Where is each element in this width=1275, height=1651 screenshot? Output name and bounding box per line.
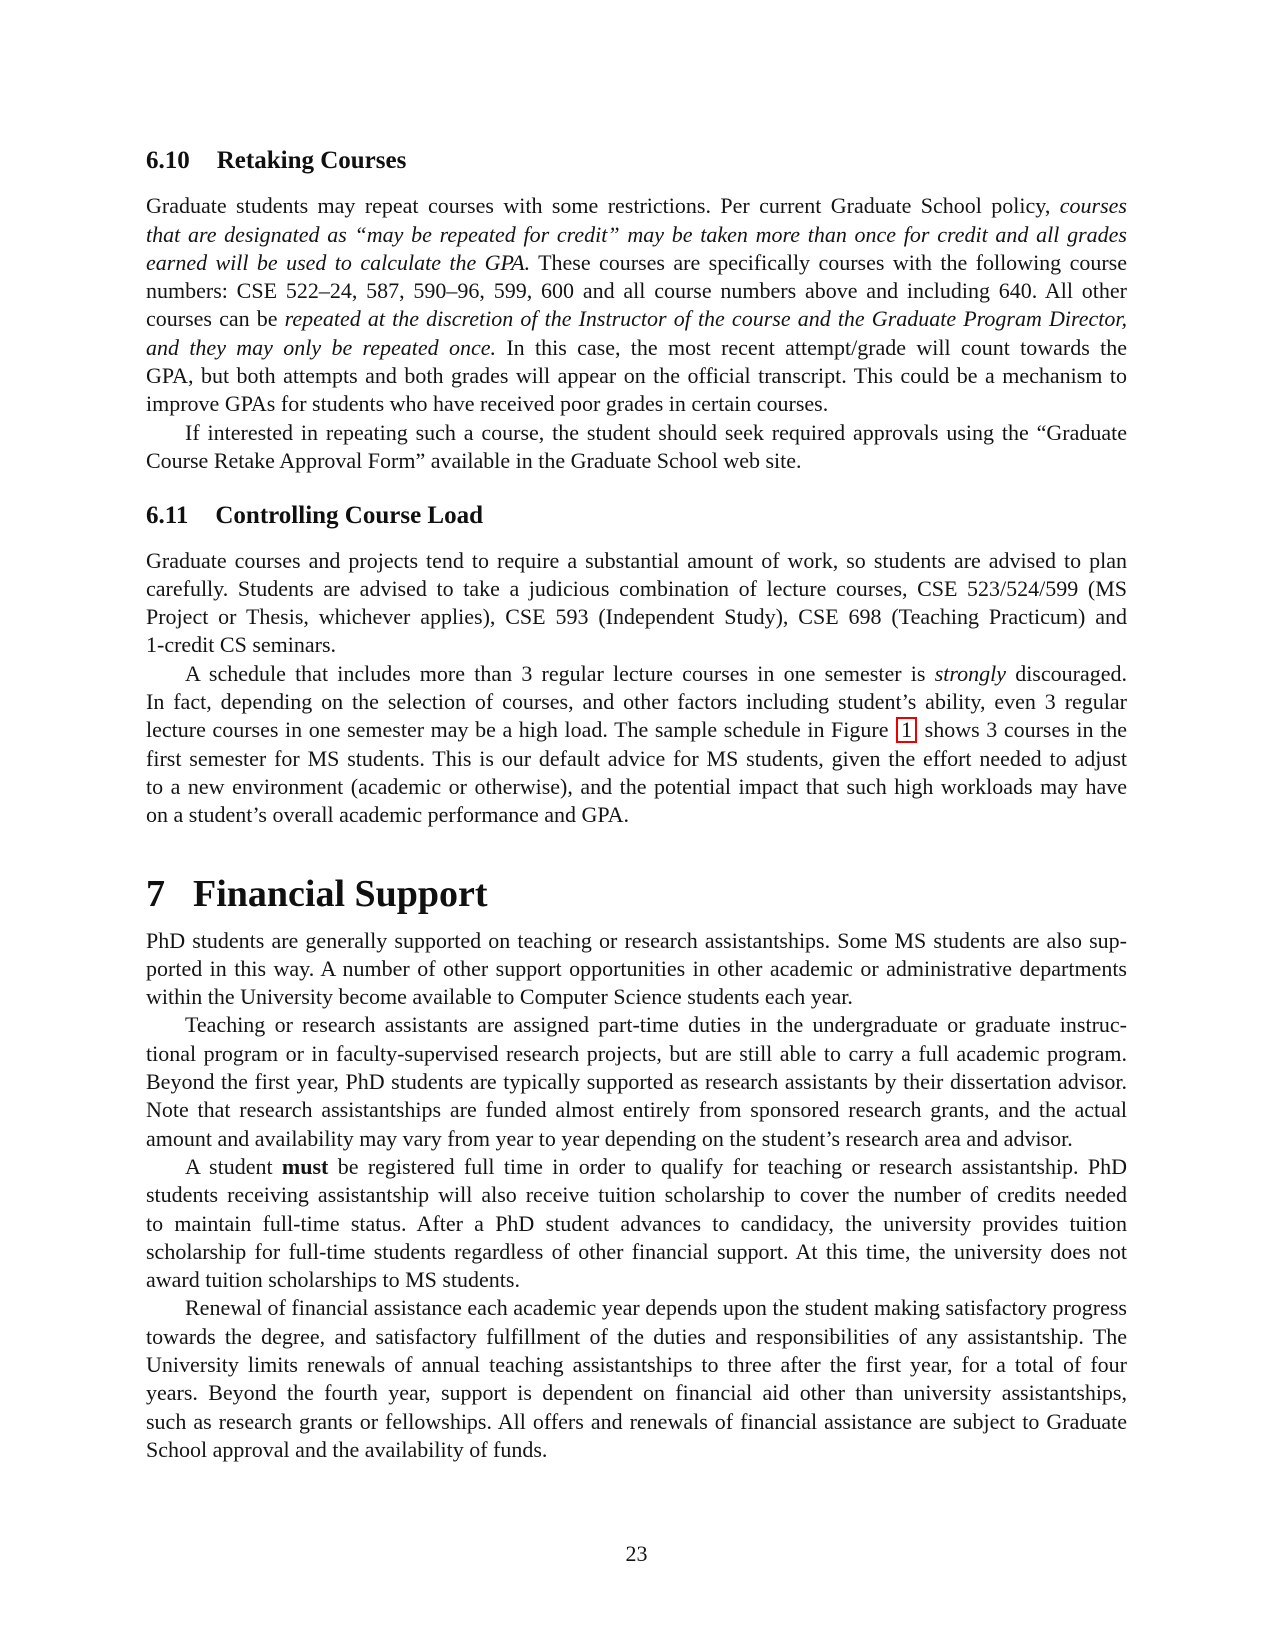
text-segment: A student [185,1153,282,1179]
text-line [146,334,1127,362]
text-segment: shows 3 courses in the [918,717,1127,743]
paragraph [146,419,1127,476]
text-line [146,983,1127,1011]
heading-title: Retaking Courses [216,147,407,174]
text-line [146,1351,1127,1379]
text-segment: In this case, the most recent attempt/grade will count towards the [496,334,1127,360]
text-line [146,955,1127,983]
text-line [146,773,1127,801]
paragraph [146,192,1127,418]
text-line [146,1096,1127,1124]
text-segment: Graduate students may repeat courses with some restrictions. Per current Graduate School policy, [146,193,1060,219]
text-line [146,419,1127,447]
text-segment: tional program or in faculty-supervised research projects, but are still able to carry a full academic program. [146,1040,1127,1066]
text-line [146,603,1127,631]
text-line [146,1266,1127,1294]
text-segment: School approval and the availability of funds. [146,1436,548,1462]
text-segment: earned will be used to calculate the GPA. [146,249,531,275]
text-line [146,390,1127,418]
text-line [146,249,1127,277]
text-segment: within the University become available to Computer Science students each year. [146,984,853,1010]
text-segment: 1-credit CS seminars. [146,632,337,658]
heading-title: Financial Support [193,872,488,915]
heading-number: 7 [146,872,165,915]
subsection-heading-6.10 [146,147,1127,175]
text-segment: improve GPAs for students who have received poor grades in certain courses. [146,391,829,417]
text-segment: award tuition scholarships to MS students. [146,1267,520,1293]
page-number: 23 [625,1541,648,1566]
text-line [146,1379,1127,1407]
text-line [146,221,1127,249]
text-line [146,745,1127,773]
text-line [146,927,1127,955]
text-line [146,1323,1127,1351]
text-line [146,305,1127,333]
section-heading-7 [146,874,1127,914]
text-segment: that are designated as “may be repeated for credit” may be taken more than once for credit and all grades [146,221,1127,247]
text-line [146,447,1127,475]
text-segment: ported in this way. A number of other support opportunities in other academic or administrative departments [146,955,1127,981]
content-column [146,0,1127,1464]
text-line [146,575,1127,603]
text-line [146,1408,1127,1436]
text-line [146,277,1127,305]
text-line [146,1210,1127,1238]
text-line [146,362,1127,390]
text-segment: scholarship for full-time students regardless of other financial support. At this time, the university does not [146,1238,1127,1264]
text-line [146,1181,1127,1209]
paragraph [146,1011,1127,1152]
paragraph [146,927,1127,1012]
text-segment: numbers: CSE 522–24, 587, 590–96, 599, 600 and all course numbers above and including 640. All other [146,278,1127,304]
text-segment: be registered full time in order to qualify for teaching or research assistantship. PhD [328,1153,1127,1179]
text-line [146,192,1127,220]
text-segment: University limits renewals of annual teaching assistantships to three after the first year, for a total of four [146,1351,1127,1377]
text-segment: Renewal of financial assistance each academic year depends upon the student making satisfactory progress [185,1295,1127,1321]
text-segment: amount and availability may vary from year to year depending on the student’s research area and advisor. [146,1125,1073,1151]
text-line [146,1068,1127,1096]
text-segment: PhD students are generally supported on teaching or research assistantships. Some MS students are also sup- [146,927,1127,953]
text-segment: discouraged. [1005,660,1127,686]
text-segment: strongly [934,660,1006,686]
text-segment: Teaching or research assistants are assigned part-time duties in the undergraduate or graduate instruc- [185,1012,1127,1038]
text-segment: to maintain full-time status. After a PhD student advances to candidacy, the university provides tuition [146,1210,1127,1236]
text-segment: If interested in repeating such a course, the student should seek required approvals using the “Graduate [185,419,1127,445]
subsection-heading-6.11 [146,502,1127,530]
heading-title: Controlling Course Load [215,502,484,530]
paragraph [146,660,1127,830]
text-line [146,1294,1127,1322]
heading-number: 6.10 [146,147,190,174]
paragraph [146,547,1127,660]
text-line [146,716,1127,744]
text-segment: to a new environment (academic or otherwise), and the potential impact that such high workloads may have [146,773,1127,799]
text-line [146,1238,1127,1266]
paragraph [146,1153,1127,1294]
text-segment: GPA, but both attempts and both grades will appear on the official transcript. This could be a mechanism to [146,363,1127,389]
text-line [146,801,1127,829]
text-segment: and they may only be repeated once. [146,334,497,360]
figure-1-reference-link[interactable]: 1 [896,717,917,743]
text-line [146,1040,1127,1068]
text-segment: Course Retake Approval Form” available in the Graduate School web site. [146,447,802,473]
text-segment: lecture courses in one semester may be a high load. The sample schedule in Figure [146,717,896,743]
text-segment: first semester for MS students. This is our default advice for MS students, given the effort needed to adjust [146,745,1127,771]
text-segment: years. Beyond the fourth year, support is dependent on financial aid other than university assistantships, [146,1380,1127,1406]
text-segment: Graduate courses and projects tend to require a substantial amount of work, so students are advised to plan [146,547,1127,573]
text-segment: must [281,1153,329,1179]
text-segment: A schedule that includes more than 3 regular lecture courses in one semester is [185,660,935,686]
text-segment: Project or Thesis, whichever applies), CSE 593 (Independent Study), CSE 698 (Teaching Practicum) and [146,604,1127,630]
text-line [146,688,1127,716]
text-segment: towards the degree, and satisfactory fulfillment of the duties and responsibilities of any assistantship. The [146,1323,1127,1349]
text-line [146,1011,1127,1039]
heading-number: 6.11 [146,502,189,530]
text-segment: courses [1059,193,1127,219]
text-segment: students receiving assistantship will also receive tuition scholarship to cover the number of credits needed [146,1182,1127,1208]
text-segment: courses can be [146,306,285,332]
text-segment: on a student’s overall academic performance and GPA. [146,802,630,828]
text-segment: Beyond the first year, PhD students are typically supported as research assistants by their dissertation advisor. [146,1069,1127,1095]
text-line [146,1153,1127,1181]
text-segment: such as research grants or fellowships. All offers and renewals of financial assistance are subject to Graduate [146,1408,1127,1434]
text-line [146,547,1127,575]
text-segment: Note that research assistantships are funded almost entirely from sponsored research grants, and the actual [146,1097,1127,1123]
paragraph [146,1294,1127,1464]
text-line [146,1125,1127,1153]
text-line [146,1436,1127,1464]
text-segment: repeated at the discretion of the Instructor of the course and the Graduate Program Director, [284,306,1127,332]
text-line [146,660,1127,688]
text-segment: carefully. Students are advised to take a judicious combination of lecture courses, CSE 523/524/599 (MS [146,575,1127,601]
text-segment: These courses are specifically courses with the following course [530,249,1128,275]
text-line [146,631,1127,659]
text-segment: In fact, depending on the selection of courses, and other factors including student’s ability, even 3 regular [146,689,1127,715]
